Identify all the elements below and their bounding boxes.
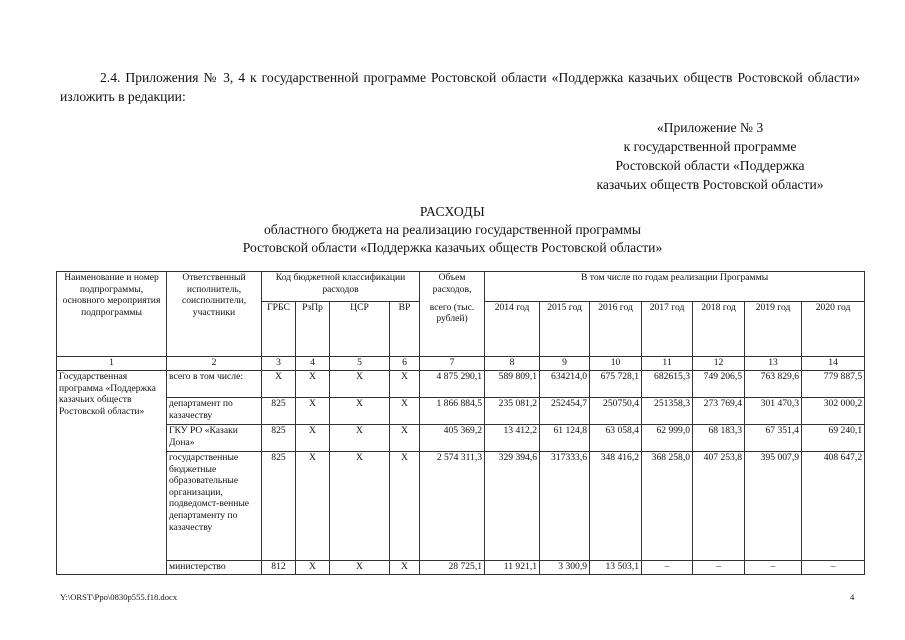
year-cell: 3 300,9	[540, 561, 590, 575]
vr-cell: Х	[390, 398, 420, 425]
grbs-cell: 825	[262, 452, 296, 561]
rzpr-cell: Х	[296, 425, 330, 452]
year-cell: 251358,3	[642, 398, 693, 425]
file-path: Y:\ORST\Ppo\0830p555.f18.docx	[60, 592, 178, 602]
column-number: 14	[802, 357, 865, 371]
header-year: 2020 год	[802, 302, 865, 357]
year-cell: 368 258,0	[642, 452, 693, 561]
year-cell: 61 124,8	[540, 425, 590, 452]
table-row	[57, 561, 865, 575]
program-name: Государственная программа «Поддержка казачьих обществ Ростовской области»	[57, 371, 167, 575]
document-subtitle: областного бюджета на реализацию государственной программы	[263, 222, 642, 237]
appendix-header	[560, 118, 860, 194]
appendix-line: «Приложение № 3	[656, 120, 764, 135]
appendix-line: казачьих обществ Ростовской области»	[596, 177, 824, 192]
appendix-line: к государственной программе	[623, 139, 797, 154]
header-year: 2019 год	[745, 302, 802, 357]
executor-cell: всего в том числе:	[167, 371, 262, 398]
total-cell: 4 875 290,1	[420, 371, 485, 398]
year-cell: 235 081,2	[485, 398, 540, 425]
year-cell: 63 058,4	[590, 425, 642, 452]
year-cell: 749 206,5	[693, 371, 745, 398]
year-cell: 301 470,3	[745, 398, 802, 425]
vr-cell: Х	[390, 371, 420, 398]
header-year: 2015 год	[540, 302, 590, 357]
year-cell: 407 253,8	[693, 452, 745, 561]
column-number: 13	[745, 357, 802, 371]
header-name: Наименование и номер подпрограммы, основного мероприятия подпрограммы	[57, 272, 167, 357]
grbs-cell: 825	[262, 425, 296, 452]
year-cell: 395 007,9	[745, 452, 802, 561]
header-executor: Ответственный исполнитель, соисполнители, участники	[167, 272, 262, 357]
year-cell: 329 394,6	[485, 452, 540, 561]
rzpr-cell: Х	[296, 398, 330, 425]
table-row	[57, 425, 865, 452]
year-cell: 13 412,2	[485, 425, 540, 452]
column-number: 4	[296, 357, 330, 371]
year-cell: 763 829,6	[745, 371, 802, 398]
csr-cell: Х	[330, 561, 390, 575]
expenses-table	[56, 271, 865, 575]
year-cell: 250750,4	[590, 398, 642, 425]
column-number: 1	[57, 357, 167, 371]
csr-cell: Х	[330, 398, 390, 425]
year-cell: –	[642, 561, 693, 575]
header-year: 2014 год	[485, 302, 540, 357]
header-row	[57, 272, 865, 302]
intro-paragraph: 2.4. Приложения № 3, 4 к государственной программе Ростовской области «Поддержка казачьих обществ Ростовской области» изложить в редакции:	[60, 70, 860, 104]
year-cell: –	[802, 561, 865, 575]
header-volume: Объем расходов,	[420, 272, 485, 302]
vr-cell: Х	[390, 452, 420, 561]
header-vr: ВР	[390, 302, 420, 357]
total-cell: 28 725,1	[420, 561, 485, 575]
total-cell: 1 866 884,5	[420, 398, 485, 425]
header-year: 2018 год	[693, 302, 745, 357]
column-number: 11	[642, 357, 693, 371]
executor-cell: государственные бюджетные образовательные организации, подведомст-венные департаменту по казачеству	[167, 452, 262, 561]
rzpr-cell: Х	[296, 561, 330, 575]
total-cell: 2 574 311,3	[420, 452, 485, 561]
table-row	[57, 452, 865, 561]
header-grbs: ГРБС	[262, 302, 296, 357]
table-row	[57, 371, 865, 398]
rzpr-cell: Х	[296, 371, 330, 398]
document-subtitle: Ростовской области «Поддержка казачьих обществ Ростовской области»	[242, 240, 663, 255]
year-cell: 69 240,1	[802, 425, 865, 452]
column-number: 2	[167, 357, 262, 371]
vr-cell: Х	[390, 561, 420, 575]
vr-cell: Х	[390, 425, 420, 452]
column-number: 7	[420, 357, 485, 371]
total-cell: 405 369,2	[420, 425, 485, 452]
year-cell: 67 351,4	[745, 425, 802, 452]
year-cell: 273 769,4	[693, 398, 745, 425]
rzpr-cell: Х	[296, 452, 330, 561]
executor-cell: департамент по казачеству	[167, 398, 262, 425]
header-csr: ЦСР	[330, 302, 390, 357]
appendix-line: Ростовской области «Поддержка	[615, 158, 805, 173]
grbs-cell: 825	[262, 398, 296, 425]
year-cell: 13 503,1	[590, 561, 642, 575]
header-years-group: В том числе по годам реализации Программы	[485, 272, 865, 302]
year-cell: 589 809,1	[485, 371, 540, 398]
year-cell: 634214,0	[540, 371, 590, 398]
year-cell: 68 183,3	[693, 425, 745, 452]
year-cell: 408 647,2	[802, 452, 865, 561]
column-number: 12	[693, 357, 745, 371]
year-cell: 11 921,1	[485, 561, 540, 575]
header-year: 2016 год	[590, 302, 642, 357]
year-cell: 682615,3	[642, 371, 693, 398]
grbs-cell: Х	[262, 371, 296, 398]
year-cell: 779 887,5	[802, 371, 865, 398]
table-row	[57, 398, 865, 425]
column-number: 9	[540, 357, 590, 371]
header-year: 2017 год	[642, 302, 693, 357]
csr-cell: Х	[330, 371, 390, 398]
header-code-group: Код бюджетной классификации расходов	[262, 272, 420, 302]
year-cell: 252454,7	[540, 398, 590, 425]
year-cell: –	[745, 561, 802, 575]
header-volume-sub: всего (тыс. рублей)	[420, 302, 485, 357]
year-cell: 317333,6	[540, 452, 590, 561]
header-rzpr: РзПр	[296, 302, 330, 357]
year-cell: 302 000,2	[802, 398, 865, 425]
grbs-cell: 812	[262, 561, 296, 575]
column-number: 3	[262, 357, 296, 371]
year-cell: 348 416,2	[590, 452, 642, 561]
column-number: 10	[590, 357, 642, 371]
year-cell: 62 999,0	[642, 425, 693, 452]
year-cell: –	[693, 561, 745, 575]
document-title: РАСХОДЫ	[419, 204, 486, 219]
column-number: 6	[390, 357, 420, 371]
executor-cell: ГКУ РО «Казаки Дона»	[167, 425, 262, 452]
column-number: 5	[330, 357, 390, 371]
column-number: 8	[485, 357, 540, 371]
year-cell: 675 728,1	[590, 371, 642, 398]
csr-cell: Х	[330, 452, 390, 561]
executor-cell: министерство	[167, 561, 262, 575]
page-number: 4	[850, 592, 855, 602]
column-number-row	[57, 357, 865, 371]
csr-cell: Х	[330, 425, 390, 452]
